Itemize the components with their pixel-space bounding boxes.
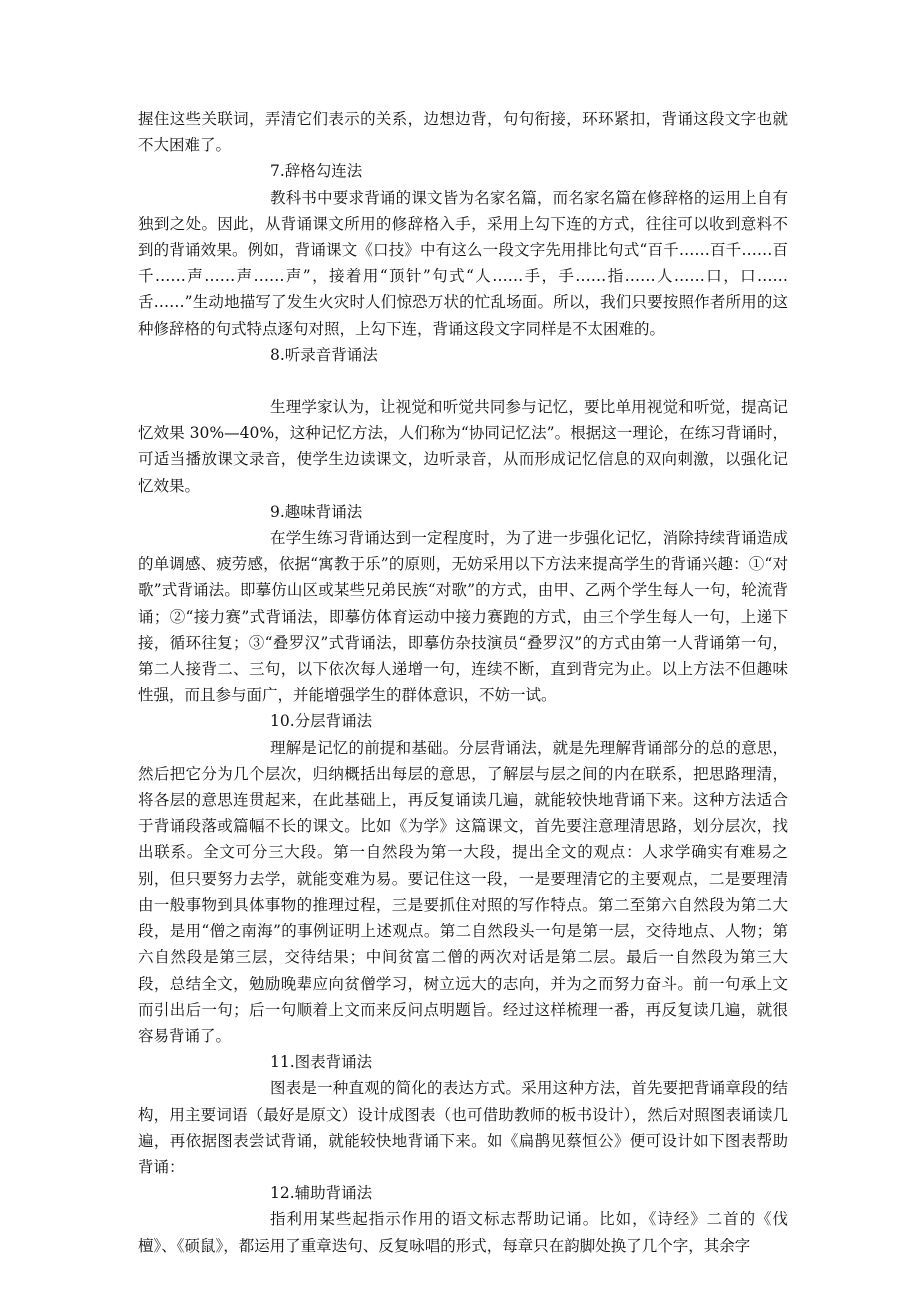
paragraph-10: 理解是记忆的前提和基础。分层背诵法，就是先理解背诵部分的总的意思，然后把它分为几个层次，归纳概括出每层的意思，了解层与层之间的内在联系，把思路理清，将各层的意思连贯起来，在此基础上，再反复诵读几遍，就能较快地背诵下来。这种方法适合于背诵段落或篇幅不长的课文。比如《为学》这篇课文，首先要注意理清思路，划分层次，找出联系。全文可分三大段。第一自然段为第一大段，提出全文的观点：人求学确实有难易之别，但只要努力去学，就能变难为易。要记住这一段，一是要理清它的主要观点，二是要理清由一般事物到具体事物的推理过程，三是要抓住对照的写作特点。第二至第六自然段为第二大段，是用“僧之南海”的事例证明上述观点。第二自然段头一句是第一层，交待地点、人物；第六自然段是第三层，交待结果；中间贫富二僧的两次对话是第二层。最后一自然段为第三大段，总结全文，勉励晚辈应向贫僧学习，树立远大的志向，并为之而努力奋斗。前一句承上文而引出后一句；后一句顺着上文而来反问点明题旨。经过这样梳理一番，再反复读几遍，就很容易背诵了。 [138, 738, 788, 1045]
section-heading-11: 11.图表背诵法 [270, 1053, 373, 1072]
document-page [138, 106, 788, 1259]
paragraph-12: 指利用某些起指示作用的语文标志帮助记诵。比如，《诗经》二首的《伐檀》、《硕鼠》，都运用了重章迭句、反复咏唱的形式，每章只在韵脚处换了几个字，其余字 [138, 1210, 788, 1255]
section-heading-12: 12.辅助背诵法 [270, 1184, 373, 1203]
paragraph-8: 生理学家认为，让视觉和听觉共同参与记忆，要比单用视觉和听觉，提高记忆效果 30%—40%，这种记忆方法，人们称为“协同记忆法”。根据这一理论，在练习背诵时，可适当播放课文录音，使学生边读课文，边听录音，从而形成记忆信息的双向刺激，以强化记忆效果。 [138, 398, 788, 495]
paragraph-7: 教科书中要求背诵的课文皆为名家名篇，而名家名篇在修辞格的运用上自有独到之处。因此，从背诵课文所用的修辞格入手，采用上勾下连的方式，往往可以收到意料不到的背诵效果。例如，背诵课文《口技》中有这么一段文字先用排比句式“百千……百千……百千……声……声……声”，接着用“顶针”句式“人……手，手……指……人……口，口……舌……”生动地描写了发生火灾时人们惊恐万状的忙乱场面。所以，我们只要按照作者所用的这种修辞格的句式特点逐句对照，上勾下连，背诵这段文字同样是不太困难的。 [138, 188, 788, 338]
section-heading-7: 7.辞格勾连法 [270, 162, 363, 181]
section-heading-8: 8.听录音背诵法 [270, 345, 378, 364]
paragraph-continuation: 握住这些关联词，弄清它们表示的关系，边想边背，句句衔接，环环紧扣，背诵这段文字也就不大困难了。 [138, 110, 788, 155]
paragraph-11: 图表是一种直观的简化的表达方式。采用这种方法，首先要把背诵章段的结构，用主要词语（最好是原文）设计成图表（也可借助教师的板书设计），然后对照图表诵读几遍，再依据图表尝试背诵，就能较快地背诵下来。如《扁鹊见蔡恒公》便可设计如下图表帮助背诵： [138, 1079, 788, 1176]
section-heading-10: 10.分层背诵法 [270, 712, 373, 731]
blank-line [138, 368, 788, 394]
section-heading-9: 9.趣味背诵法 [270, 502, 363, 521]
paragraph-9: 在学生练习背诵达到一定程度时，为了进一步强化记忆，消除持续背诵造成的单调感、疲劳感，依据“寓教于乐”的原则，无妨采用以下方法来提高学生的背诵兴趣：①“对歌”式背诵法。即摹仿山区或某些兄弟民族“对歌”的方式，由甲、乙两个学生每人一句，轮流背诵；②“接力赛”式背诵法，即摹仿体育运动中接力赛跑的方式，由三个学生每人一句，上递下接，循环往复；③“叠罗汉”式背诵法，即摹仿杂技演员“叠罗汉”的方式由第一人背诵第一句，第二人接背二、三句，以下依次每人递增一句，连续不断，直到背完为止。以上方法不但趣味性强，而且参与面广，并能增强学生的群体意识，不妨一试。 [138, 529, 788, 705]
